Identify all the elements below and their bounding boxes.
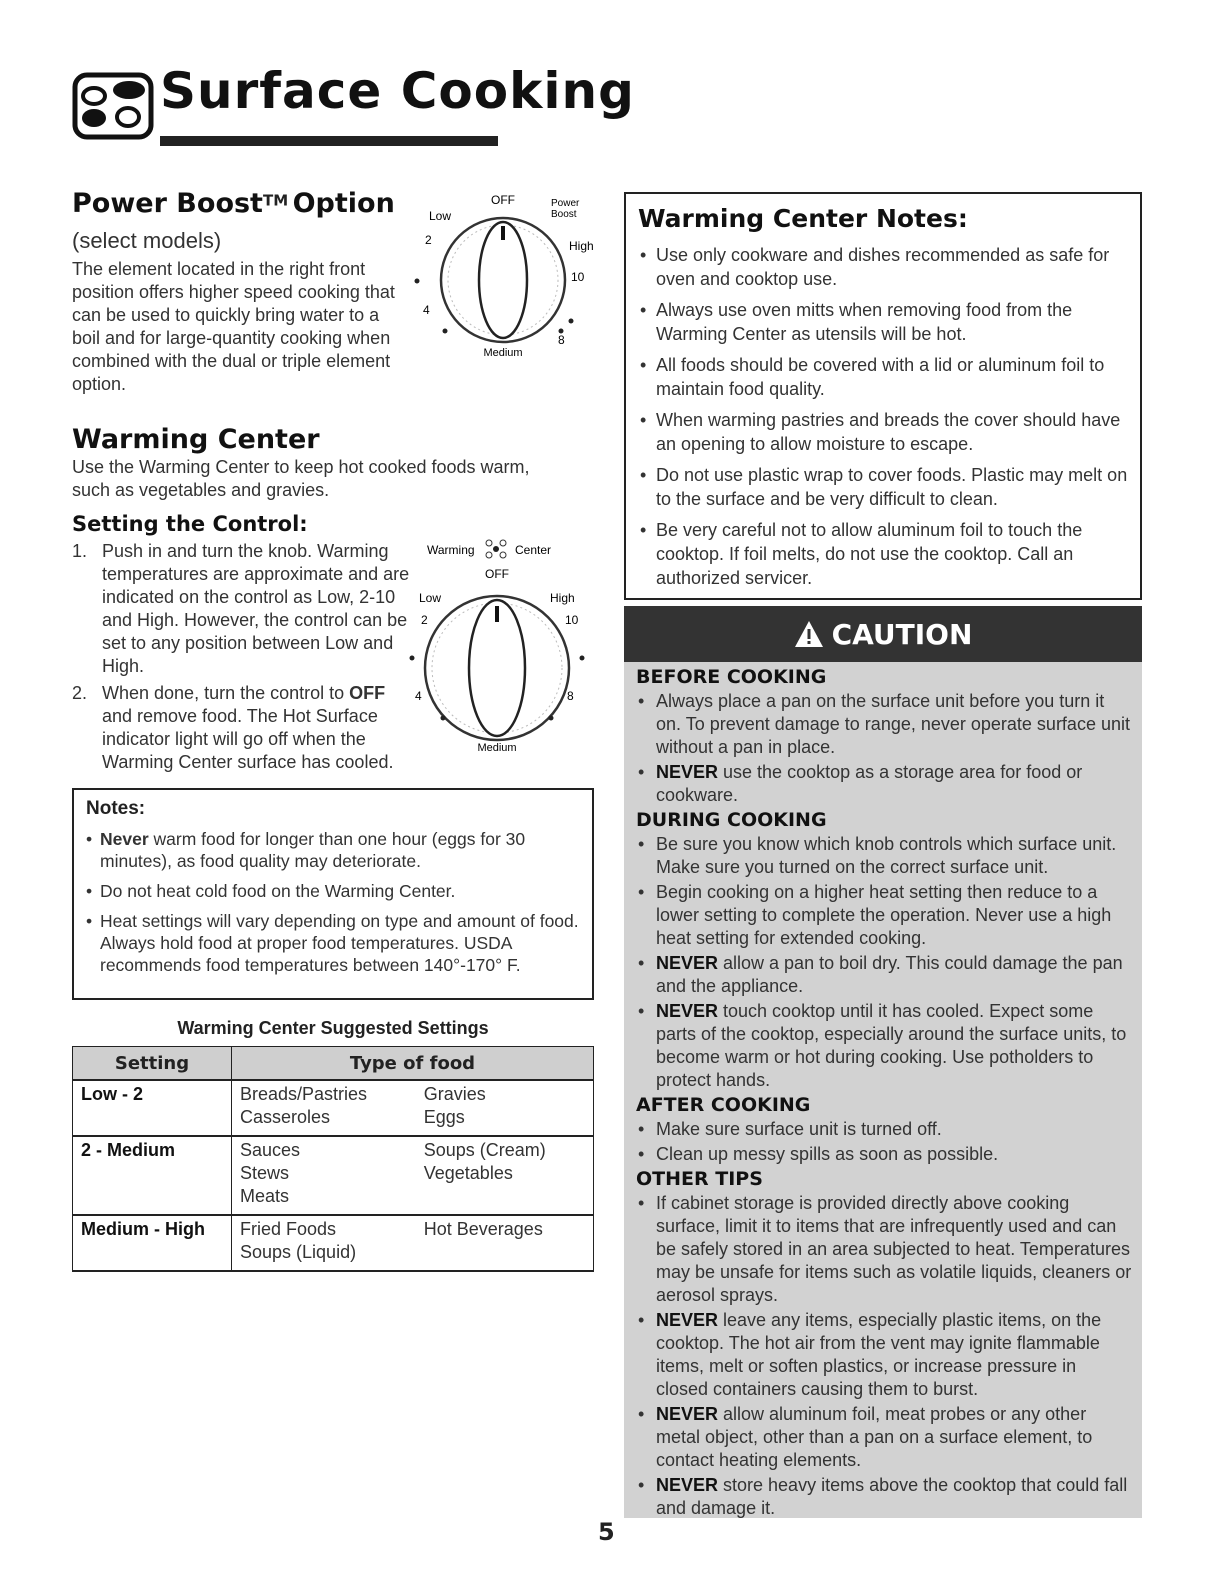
food-item: Vegetables: [423, 1163, 513, 1183]
food-cell: [232, 1215, 416, 1271]
title-underline: [160, 136, 498, 146]
caution-item: [636, 1403, 1132, 1472]
caution-item: [636, 1143, 1132, 1166]
note-text: warm food for longer than one hour (eggs for 30 minutes), as food quality may deteriorate.: [100, 829, 526, 871]
caution-bold: NEVER: [656, 762, 719, 782]
warming-notes-title: Warming Center Notes:: [638, 204, 968, 233]
warming-note-item: • Use only cookware and dishes recommended as safe for oven and cooktop use.: [638, 243, 1130, 291]
note-item: [86, 828, 580, 872]
warming-center-dial-diagram: [405, 538, 605, 763]
power-boost-dial-diagram: [395, 186, 610, 361]
dial-center-label: Center: [515, 543, 552, 557]
caution-section-heading: DURING COOKING: [636, 809, 827, 831]
food-item: Soups (Liquid): [240, 1242, 357, 1262]
table-header-type: Type of food: [232, 1047, 594, 1081]
dial-four-label: 4: [415, 689, 422, 703]
caution-item: [636, 833, 1132, 879]
warning-triangle-icon: [794, 620, 824, 648]
setting-cell: Medium - High: [73, 1215, 232, 1271]
caution-section-heading: BEFORE COOKING: [636, 666, 827, 688]
food-item: Breads/Pastries: [240, 1084, 368, 1104]
food-item: Fried Foods: [240, 1219, 337, 1239]
note-item: [86, 880, 580, 902]
note-text: Heat settings will vary depending on type and amount of food. Always hold food at proper food temperatures. USDA recommends food temperatures between 140°-170° F.: [100, 911, 579, 975]
caution-text: If cabinet storage is provided directly above cooking surface, limit it to items that are infrequently used and can be safely stored in an area subjected to heat. Temperatures may be unsafe for items such as volatile liquids, cleaners or aerosol sprays.: [656, 1193, 1132, 1305]
food-item: Soups (Cream): [423, 1140, 546, 1160]
setting-control-title: Setting the Control:: [72, 512, 308, 536]
power-boost-title-suffix: Option: [292, 188, 395, 219]
step-text: and remove food. The Hot Surface indicator light will go off when the Warming Center surface has cooled.: [102, 706, 394, 772]
caution-text: Always place a pan on the surface unit before you turn it on. To prevent damage to range, never operate surface unit without a pan in place.: [656, 691, 1130, 757]
warming-note-item: • Be very careful not to allow aluminum foil to touch the cooktop. If foil melts, do not use the cooktop. Call an authorized servicer.: [638, 518, 1130, 590]
notes-box: [72, 788, 594, 1000]
power-boost-title: Power Boost: [72, 188, 263, 219]
caution-item: [636, 1000, 1132, 1092]
caution-section-heading: AFTER COOKING: [636, 1094, 811, 1116]
caution-item: [636, 881, 1132, 950]
setting-steps: [72, 540, 412, 778]
page-title: Surface Cooking: [160, 62, 635, 120]
food-item: Gravies: [423, 1084, 486, 1104]
food-cell: [416, 1215, 594, 1271]
caution-bold: NEVER: [656, 953, 719, 973]
setting-cell: 2 - Medium: [73, 1136, 232, 1215]
note-item: [86, 910, 580, 976]
caution-banner: [624, 606, 1142, 662]
dial-eight-label: 8: [567, 689, 574, 703]
caution-item: [636, 1192, 1132, 1307]
caution-item: [636, 1474, 1132, 1520]
power-boost-heading: [72, 188, 395, 219]
warming-center-notes-box: [624, 192, 1142, 600]
warming-center-icon: [486, 540, 506, 558]
caution-text: Be sure you know which knob controls which surface unit. Make sure you turned on the correct surface unit.: [656, 834, 1117, 877]
select-models-note: (select models): [72, 228, 222, 253]
caution-section-heading: OTHER TIPS: [636, 1168, 763, 1190]
warming-note-item: • Do not use plastic wrap to cover foods. Plastic may melt on to the surface and be very difficult to clean.: [638, 463, 1130, 511]
food-item: Hot Beverages: [423, 1219, 543, 1239]
dial-medium-label: Medium: [483, 347, 523, 359]
caution-text: leave any items, especially plastic items, on the cooktop. The hot air from the vent may ignite flammable items, melt or soften plastics, or increase pressure in closed containers causing them to burst.: [656, 1310, 1102, 1399]
warming-center-title: Warming Center: [72, 424, 320, 455]
dial-two-label: 2: [421, 613, 428, 627]
caution-text: touch cooktop until it has cooled. Expect some parts of the cooktop, especially around the surface units, to become warm or hot during cooking. Use potholders to protect hands.: [656, 1001, 1127, 1090]
food-item: Eggs: [423, 1107, 465, 1127]
warming-note-item: • All foods should be covered with a lid or aluminum foil to maintain food quality.: [638, 353, 1130, 401]
food-cell: [416, 1136, 594, 1215]
dial-high-label: High: [550, 591, 575, 605]
table-row: [73, 1136, 594, 1215]
caution-bold: NEVER: [656, 1310, 719, 1330]
step-number: 1.: [72, 541, 88, 561]
dial-warming-label: Warming: [427, 543, 475, 557]
step-bold: OFF: [349, 683, 386, 703]
caution-bold: NEVER: [656, 1475, 719, 1495]
dial-boost-label: Boost: [551, 209, 577, 220]
dial-power-label: Power: [551, 198, 580, 209]
caution-item: [636, 690, 1132, 759]
food-cell: [416, 1080, 594, 1136]
caution-item: [636, 761, 1132, 807]
note-bold: Never: [100, 829, 149, 849]
note-text: Do not heat cold food on the Warming Center.: [100, 881, 456, 901]
caution-item: [636, 1118, 1132, 1141]
food-item: Meats: [240, 1186, 290, 1206]
settings-table: [72, 1046, 594, 1272]
table-header-setting: Setting: [73, 1047, 232, 1081]
trademark-sup: TM: [262, 191, 289, 210]
dial-two-label: 2: [425, 233, 432, 247]
dial-low-label: Low: [429, 209, 452, 223]
dial-high-label: High: [569, 239, 594, 253]
dial-low-label: Low: [419, 591, 442, 605]
table-row: [73, 1080, 594, 1136]
dial-four-label: 4: [423, 303, 430, 317]
setting-cell: Low - 2: [73, 1080, 232, 1136]
caution-text: store heavy items above the cooktop that could fall and damage it.: [656, 1475, 1128, 1518]
caution-bold: NEVER: [656, 1001, 719, 1021]
caution-item: [636, 952, 1132, 998]
caution-bold: NEVER: [656, 1404, 719, 1424]
warming-center-description: Use the Warming Center to keep hot cooked foods warm, such as vegetables and gravies.: [72, 457, 530, 500]
caution-text: allow aluminum foil, meat probes or any other metal object, other than a pan on a surface element, to contact heating elements.: [656, 1404, 1093, 1470]
dial-ten-label: 10: [571, 270, 585, 284]
table-title: Warming Center Suggested Settings: [177, 1018, 489, 1038]
table-row: [73, 1215, 594, 1271]
step-text: Push in and turn the knob. Warming temperatures are approximate and are indicated on the control as Low, 2-10 and High. However, the control can be set to any position between Low and High.: [102, 541, 410, 676]
dial-off-label: OFF: [485, 567, 509, 581]
dial-eight-label: 8: [558, 333, 565, 347]
caution-label: CAUTION: [831, 617, 973, 651]
food-cell: [232, 1080, 416, 1136]
step-text: When done, turn the control to: [102, 683, 350, 703]
notes-title: Notes:: [86, 798, 146, 819]
caution-text: use the cooktop as a storage area for food or cookware.: [656, 762, 1083, 805]
dial-off-label: OFF: [491, 193, 515, 207]
caution-body: [636, 664, 1132, 1522]
cooktop-icon: [72, 72, 154, 140]
dial-medium-label: Medium: [477, 742, 517, 754]
caution-text: Begin cooking on a higher heat setting then reduce to a lower setting to complete the operation. Never use a high heat setting for extended cooking.: [656, 882, 1112, 948]
caution-text: Make sure surface unit is turned off.: [656, 1119, 942, 1139]
step-item: [72, 682, 412, 774]
food-item: Stews: [240, 1163, 290, 1183]
power-boost-description: The element located in the right front position offers higher speed cooking that can be used to quickly bring water to a boil and for large-quantity cooking when combined with the dual or triple element option.: [72, 259, 395, 394]
food-cell: [232, 1136, 416, 1215]
step-item: [72, 540, 412, 678]
page-number: 5: [598, 1518, 615, 1546]
dial-ten-label: 10: [565, 613, 579, 627]
warming-note-item: • Always use oven mitts when removing food from the Warming Center as utensils will be hot.: [638, 298, 1130, 346]
caution-item: [636, 1309, 1132, 1401]
warming-note-item: • When warming pastries and breads the cover should have an opening to allow moisture to escape.: [638, 408, 1130, 456]
caution-text: allow a pan to boil dry. This could damage the pan and the appliance.: [656, 953, 1123, 996]
food-item: Casseroles: [240, 1107, 331, 1127]
food-item: Sauces: [240, 1140, 301, 1160]
step-number: 2.: [72, 683, 88, 703]
caution-text: Clean up messy spills as soon as possible.: [656, 1144, 999, 1164]
